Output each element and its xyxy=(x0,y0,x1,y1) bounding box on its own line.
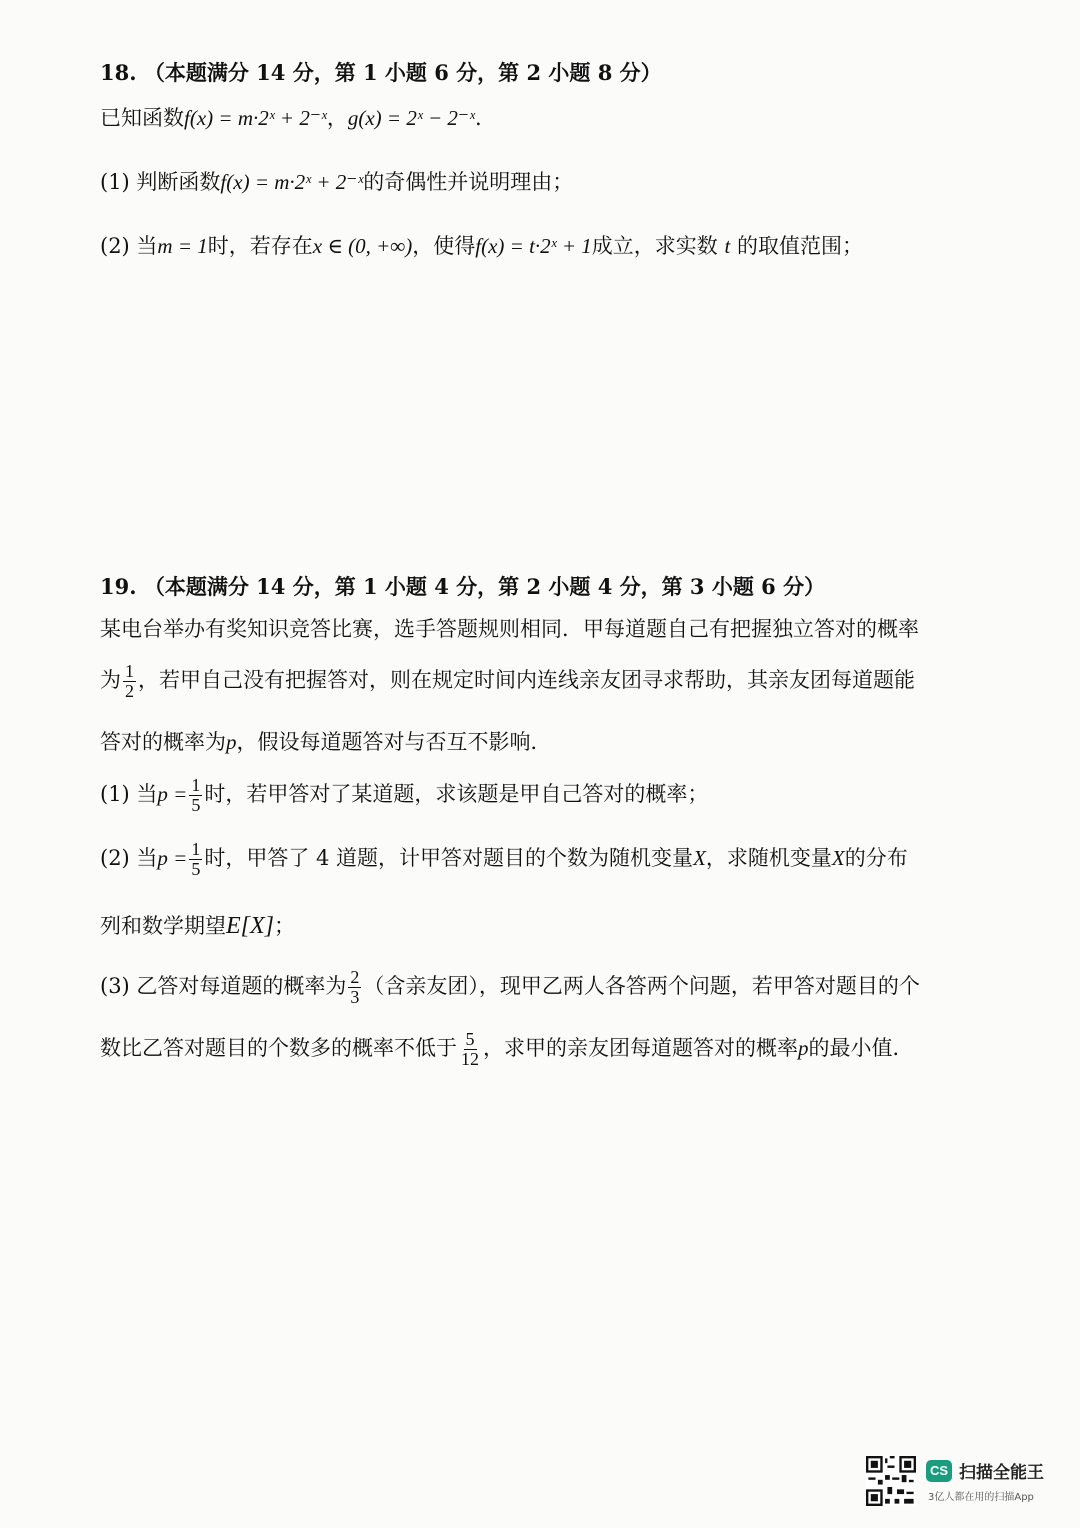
q19-p2-p: p = xyxy=(157,845,188,870)
q19-heading: 19. （本题满分 14 分，第 1 小题 4 分，第 2 小题 4 分，第 3 小题 6 分） xyxy=(100,574,826,599)
camscanner-logo: CS xyxy=(926,1460,952,1482)
q19-p1-a: (1) 当 xyxy=(100,781,158,806)
frac-num: 1 xyxy=(191,775,201,795)
q18-heading: 18. （本题满分 14 分，第 1 小题 6 分，第 2 小题 8 分） xyxy=(100,60,662,85)
q19-p3-l2-post: 的最小值． xyxy=(808,1035,914,1060)
q19-line2 xyxy=(100,662,915,701)
q19-part2-line2 xyxy=(100,912,295,941)
frac-num: 5 xyxy=(465,1029,475,1049)
fraction-one-fifth xyxy=(189,840,202,879)
q19-l2-pre: 为 xyxy=(100,667,121,692)
fraction-one-half xyxy=(123,662,136,701)
q19-p1-b: 时，若甲答对了某道题，求该题是甲自己答对的概率； xyxy=(204,781,709,806)
q18-p2-b: 时，若存在 xyxy=(207,234,313,258)
frac-den: 5 xyxy=(191,794,201,815)
q19-part1 xyxy=(100,776,708,815)
q18-f-formula: f(x) = m·2ˣ + 2⁻ˣ xyxy=(184,106,327,130)
frac-num: 1 xyxy=(125,661,134,681)
q19-l2-post: ，若甲自己没有把握答对，则在规定时间内连线亲友团寻求帮助，其亲友团每道题能 xyxy=(138,667,915,692)
q18-g-formula: g(x) = 2ˣ − 2⁻ˣ xyxy=(347,106,475,130)
frac-num: 2 xyxy=(350,967,360,987)
q18-stem-sep: ， xyxy=(326,106,348,130)
q18-p2-e: 的取值范围； xyxy=(736,234,863,258)
q19-p2-l2-post: ； xyxy=(274,914,295,938)
qr-code-icon xyxy=(866,1456,916,1506)
q19-l3-pre: 答对的概率为 xyxy=(100,730,226,754)
brand-tagline: 3亿人都在用的扫描App xyxy=(928,1492,1034,1503)
q18-p1-post: 的奇偶性并说明理由； xyxy=(363,170,574,194)
q19-l3-post: ，假设每道题答对与否互不影响． xyxy=(236,730,552,754)
frac-den: 5 xyxy=(191,858,201,879)
q19-p2-b: 时，甲答了 4 道题，计甲答对题目的个数为随机变量 xyxy=(204,845,694,870)
q19-part2 xyxy=(100,840,908,879)
q19-p3-l2-mid: ，求甲的亲友团每道题答对的概率 xyxy=(483,1035,798,1060)
q19-p2-c: ，求随机变量 xyxy=(705,845,832,870)
q19-p2-EX: E[X] xyxy=(226,913,274,939)
q18-stem xyxy=(100,106,482,131)
q18-p2-t: t xyxy=(724,234,731,258)
q18-p2-a: (2) 当 xyxy=(100,234,158,258)
q19-p2-X2: X xyxy=(831,845,845,870)
fraction-one-fifth xyxy=(189,776,202,815)
q18-part2 xyxy=(100,234,863,259)
q18-part1 xyxy=(100,170,573,195)
q19-part3 xyxy=(100,968,920,1007)
q19-p3-l2-pre: 数比乙答对题目的个数多的概率不低于 xyxy=(100,1035,457,1060)
brand-name: 扫描全能王 xyxy=(959,1463,1044,1483)
q18-p2-m: m = 1 xyxy=(157,234,208,258)
q18-p1-formula: f(x) = m·2ˣ + 2⁻ˣ xyxy=(220,170,364,194)
q18-p2-formula: f(x) = t·2ˣ + 1 xyxy=(475,234,592,258)
q19-line3 xyxy=(100,730,552,755)
frac-den: 2 xyxy=(125,680,134,701)
q18-p2-x: x ∈ (0, +∞) xyxy=(312,234,413,258)
scanner-watermark xyxy=(866,1456,1066,1512)
q19-part3-line2 xyxy=(100,1030,914,1069)
frac-den: 3 xyxy=(350,986,360,1007)
q19-l3-p: p xyxy=(226,730,237,754)
q18-stem-end: . xyxy=(474,106,482,130)
q18-p2-d: 成立，求实数 xyxy=(591,234,718,258)
q19-p3-a: (3) 乙答对每道题的概率为 xyxy=(100,973,347,998)
q19-p2-d: 的分布 xyxy=(844,845,908,870)
q19-line1: 某电台举办有奖知识竞答比赛，选手答题规则相同．甲每道题自己有把握独立答对的概率 xyxy=(100,617,919,641)
frac-den: 12 xyxy=(461,1048,479,1069)
q18-stem-text: 已知函数 xyxy=(100,106,184,130)
q19-p2-a: (2) 当 xyxy=(100,845,158,870)
q18-p2-c: ，使得 xyxy=(412,234,476,258)
q19-p3-l2-p: p xyxy=(798,1035,809,1060)
q19-p1-p: p = xyxy=(157,781,188,806)
q18-p1-pre: (1) 判断函数 xyxy=(100,170,221,194)
fraction-five-twelfths xyxy=(459,1030,481,1069)
q19-p3-b: （含亲友团），现甲乙两人各答两个问题，若甲答对题目的个 xyxy=(363,973,920,998)
q19-p2-l2-pre: 列和数学期望 xyxy=(100,914,226,938)
fraction-two-thirds xyxy=(348,968,361,1007)
q19-p2-X: X xyxy=(693,845,706,870)
frac-num: 1 xyxy=(191,839,201,859)
